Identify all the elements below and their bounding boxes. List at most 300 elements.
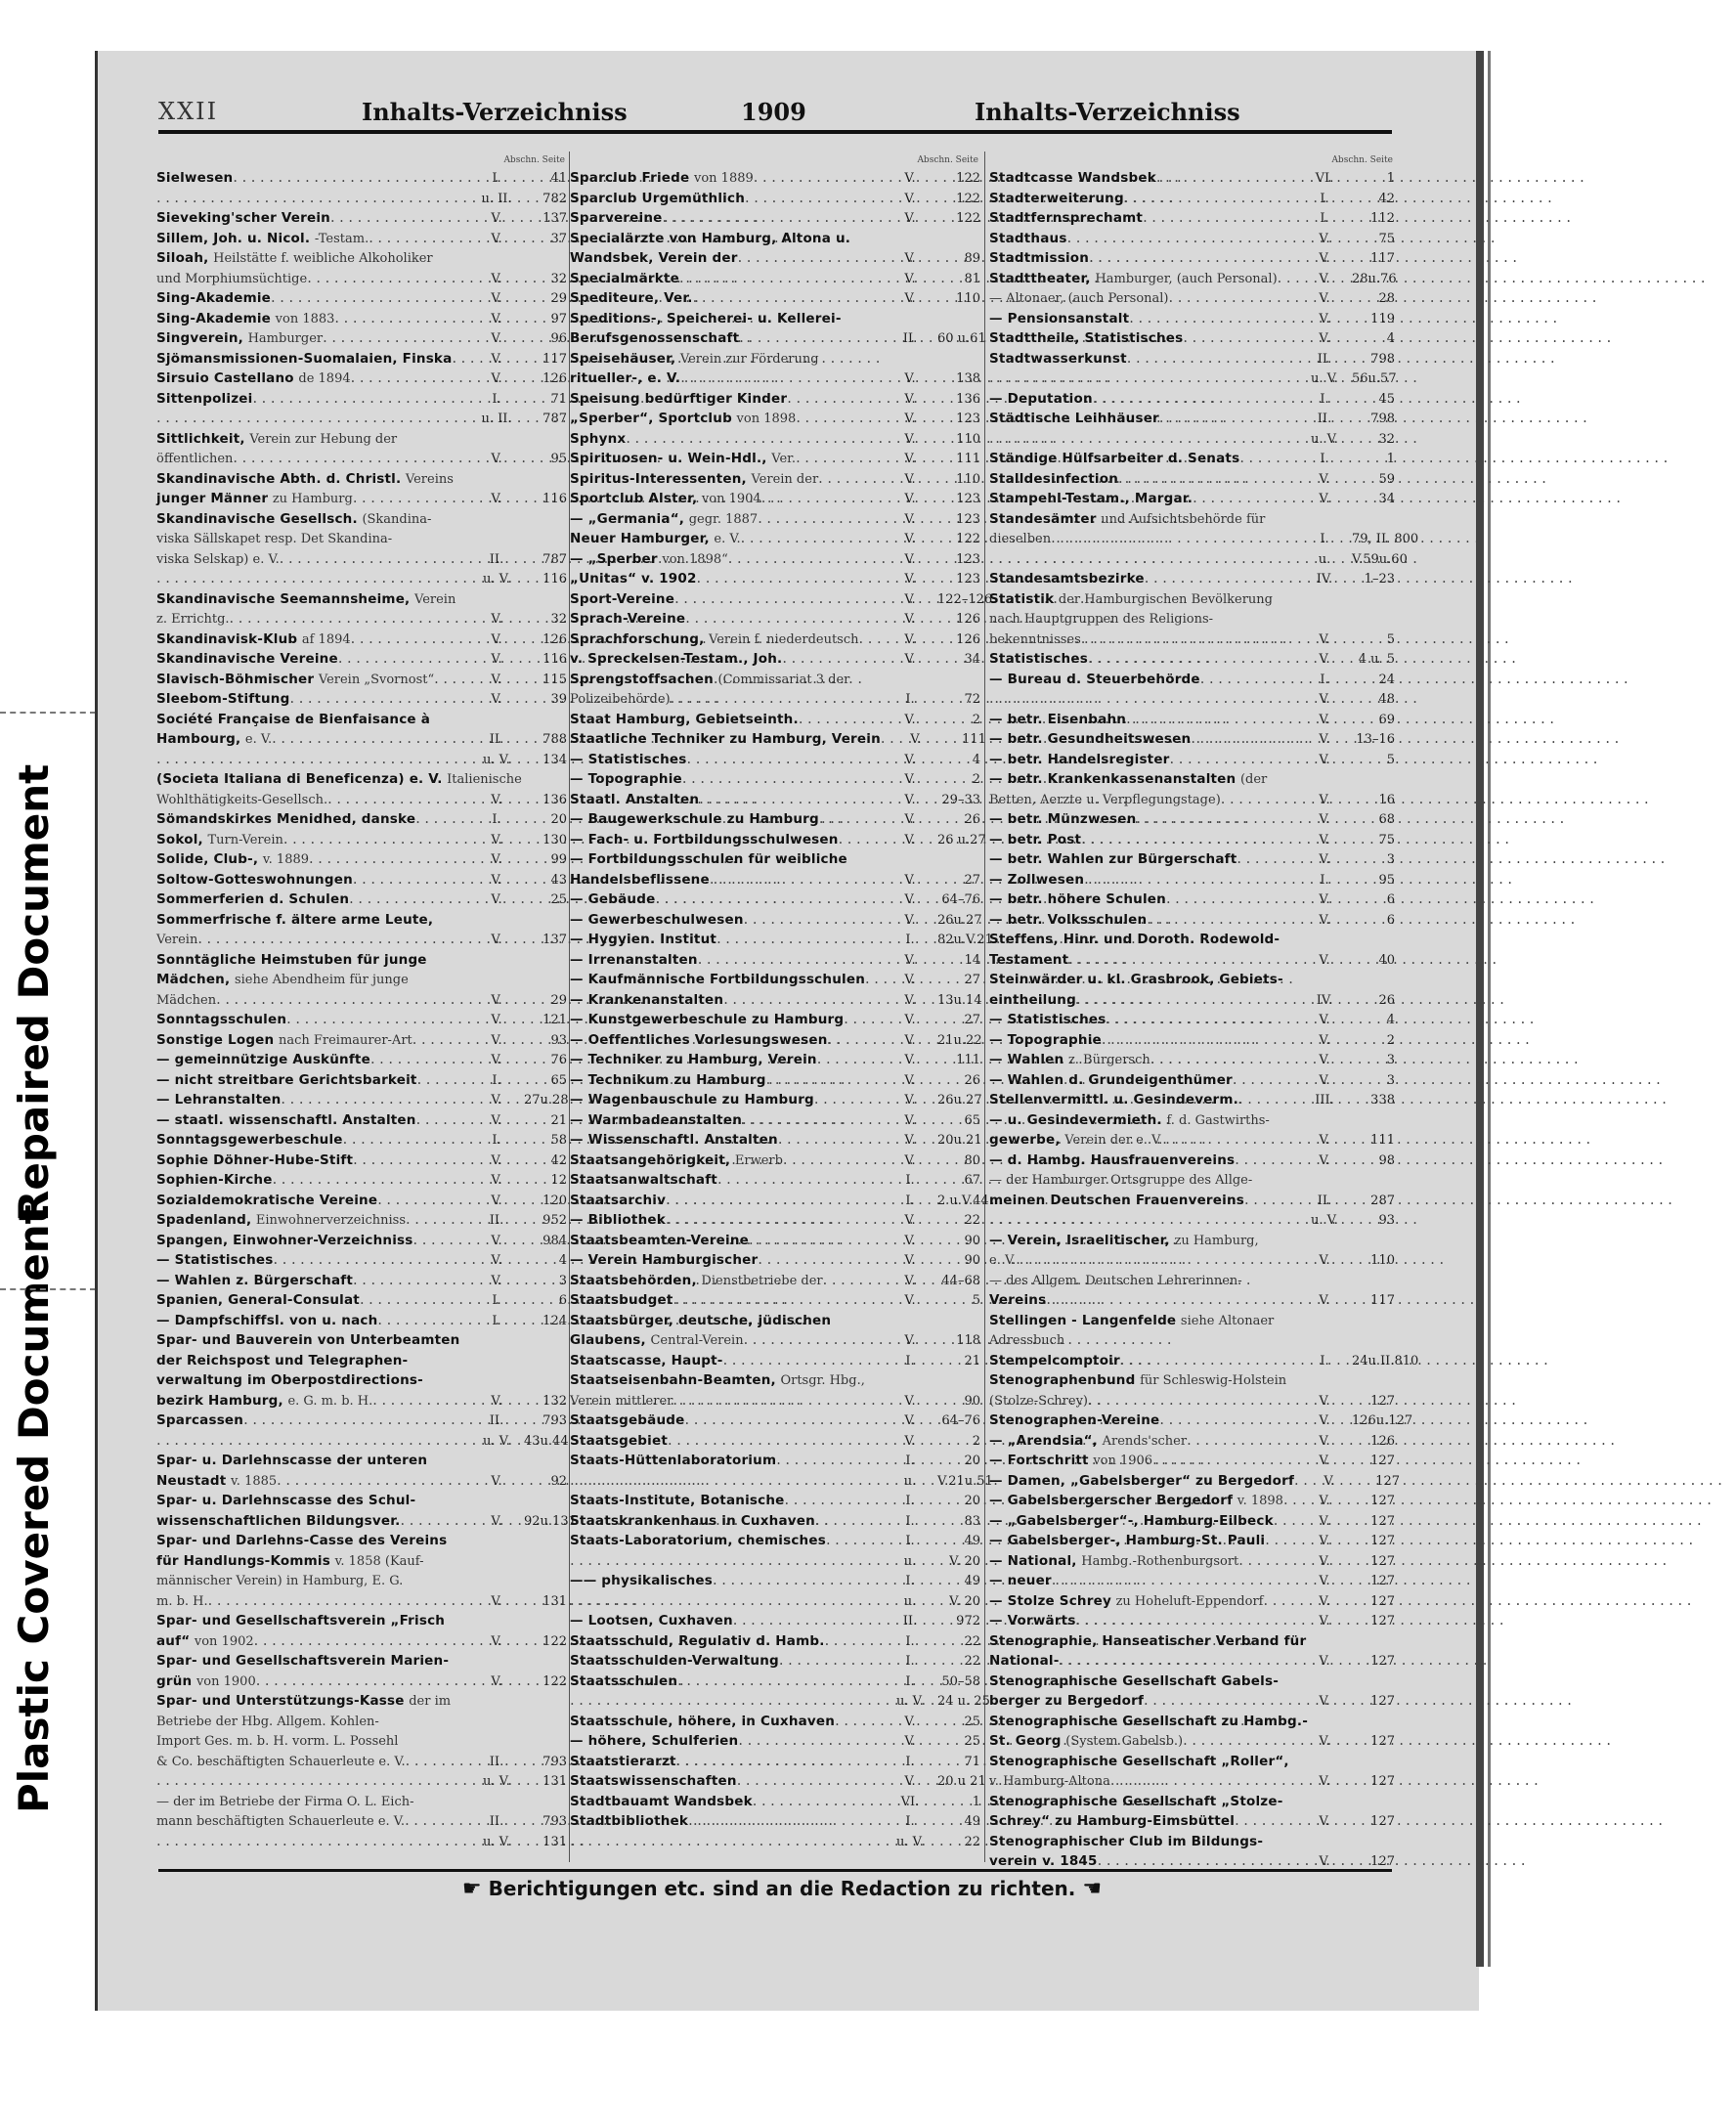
index-entry [570,1411,980,1431]
entry-text [989,1370,1286,1392]
leader-dots [1170,750,1297,770]
entry-detail: Verein „Svornost“ [318,672,435,687]
entry-detail: der Hamburgischen Bevölkerung [1058,591,1273,607]
pointing-hand-right-icon: ☚ [1082,1877,1103,1901]
leader-dots [351,369,469,389]
index-entry [989,1090,1395,1110]
leader-dots [1107,1010,1297,1030]
entry-page: 26 [1378,992,1395,1008]
leader-dots [271,288,469,309]
entry-text [989,1752,1289,1773]
entry-page: 79, II. 800 [1352,532,1419,546]
leader-dots [673,1391,883,1411]
entry-keyword: Staatscasse, Haupt- [570,1352,723,1368]
index-entry [989,1691,1395,1712]
entry-keyword: — Topographie [570,771,682,787]
entry-text [570,409,796,430]
entry-detail: & Co. beschäftigten Schauerleute e. V. [156,1754,406,1769]
entry-page: 65 [964,1112,980,1128]
entry-section: II. [1317,1193,1332,1208]
leader-dots [434,670,469,690]
entry-page: 122 [956,171,980,186]
entry-keyword: Solide, Club-, [156,851,259,867]
entry-text [989,849,1237,871]
leader-dots [826,1531,883,1551]
entry-text [989,449,1239,470]
leader-dots [1060,1651,1297,1672]
index-entry [989,1571,1395,1591]
entry-text [570,469,818,491]
leader-dots [728,549,883,570]
entry-keyword: — Verein, Israelitischer, [989,1232,1170,1248]
entry-text [570,1611,733,1632]
index-entry [156,1511,577,1532]
index-entry [570,1832,980,1852]
entry-keyword: Sphynx [570,430,627,447]
leader-dots [680,369,883,389]
entry-detail: Hamburger, (auch Personal) [1095,271,1278,286]
column-head: Abschn. Seite [917,155,978,165]
entry-section: V. [1319,1152,1330,1168]
entry-section: V. [1319,792,1330,807]
leader-dots [406,1210,469,1231]
entry-detail: von 1889 [694,171,754,186]
entry-text [570,910,744,932]
entry-section: u. II. [481,191,512,206]
entry-keyword: gewerbe, [989,1132,1061,1148]
index-entry [989,790,1395,810]
page-footer [0,1877,1564,1901]
entry-keyword: Stadtfernsprechamt [989,210,1144,226]
index-entry [989,369,1395,389]
leader-dots [738,248,883,269]
entry-detail: von 1898 [736,412,797,426]
entry-keyword: — Lehranstalten [156,1092,282,1107]
leader-dots [353,489,469,509]
entry-section: I. [905,1534,915,1548]
index-entry [156,649,567,670]
index-entry [989,1792,1395,1812]
entry-keyword: Soltow-Gotteswohnungen [156,871,353,888]
leader-dots [819,809,883,830]
leader-dots [252,389,469,410]
entry-detail: viska Selskap) e. V. [156,551,280,567]
leader-dots [1145,569,1297,589]
leader-dots [1051,529,1297,549]
entry-text [570,750,687,771]
entry-keyword: Staatsbeamten-Vereine [570,1232,749,1248]
entry-page: 138 [956,371,980,386]
leader-dots [1159,409,1297,429]
entry-text [989,930,1280,951]
index-entry [156,1752,567,1772]
entry-section: V. [1319,1072,1330,1088]
leader-dots [693,288,883,309]
entry-keyword: Stampehl-Testam., Margar. [989,491,1194,506]
leader-dots [417,1070,469,1091]
leader-dots [799,710,883,730]
index-entry [156,1090,567,1110]
entry-text [156,1672,256,1693]
entry-page: 90 [964,1253,980,1268]
entry-text [156,1511,401,1533]
index-entry [156,910,567,931]
entry-keyword: grün [156,1672,193,1689]
entry-keyword: — Oeffentliches Vorlesungswesen [570,1031,828,1048]
entry-detail: Central-Verein [650,1333,744,1348]
index-entry [989,1511,1395,1532]
entry-keyword: ritueller-, e. V. [570,370,681,386]
entry-page: 71 [550,391,567,407]
entry-section: V. [904,271,916,286]
leader-dots [1081,630,1297,650]
entry-page: 24u.II.810 [1352,1353,1419,1368]
entry-section: V. [904,1774,916,1789]
entry-page: 42 [1378,191,1395,206]
leader-dots [280,549,469,570]
entry-page: 116 [542,652,567,667]
entry-section: u. V. [896,1694,924,1709]
leader-dots [1200,670,1297,690]
index-entry [570,449,980,469]
entry-text [570,1731,738,1753]
entry-page: 68 [1378,812,1395,827]
entry-keyword: Staatsgebäude [570,1412,685,1428]
entry-section: V. [1319,1053,1330,1067]
entry-detail: zu Hamburg [272,492,353,506]
entry-keyword: — staatl. wissenschaftl. Anstalten [156,1111,416,1128]
leader-dots [655,890,883,910]
leader-dots [290,689,470,710]
entry-section: u. V. [483,752,510,767]
index-entry [570,830,986,850]
entry-section: II. [489,551,504,567]
entry-text [156,729,272,751]
entry-page: 80 [964,1152,980,1168]
leader-dots [323,328,469,349]
index-entry [989,349,1395,369]
entry-page: 49 [964,1574,980,1588]
entry-text [570,1070,766,1092]
entry-page: 39 [550,692,567,707]
entry-text [570,729,881,751]
entry-section: I. [905,1673,915,1689]
column-head: Abschn. Seite [1331,155,1393,165]
entry-keyword: — Wahlen d. Grundeigenthümer [989,1071,1233,1088]
index-entry [989,1391,1395,1411]
entry-text [156,1351,408,1372]
entry-text [570,849,847,871]
leader-dots [1193,489,1297,509]
index-entry [156,369,567,389]
leader-dots [570,1591,883,1612]
entry-text [989,1231,1259,1252]
index-column-2 [570,154,993,1851]
entry-page: 287 [1370,1193,1395,1208]
index-entry [989,1451,1395,1471]
leader-dots [668,1431,883,1452]
index-entry [570,1370,980,1391]
entry-section: V. [1319,1293,1330,1308]
leader-dots [698,950,883,971]
entry-keyword: — Irrenanstalten [570,951,698,968]
entry-section: V. [904,591,916,607]
entry-section: V. [1319,492,1330,506]
index-entry [570,269,980,289]
leader-dots [208,1591,469,1612]
entry-keyword: — Statistisches [570,751,687,767]
entry-section: V. [1319,1774,1330,1789]
leader-dots [881,729,889,750]
index-entry [156,549,567,570]
entry-keyword: — betr. Volksschulen [989,911,1148,928]
entry-page: 2 [972,772,980,787]
entry-page: 127 [1375,1473,1401,1489]
entry-keyword: Statistik [989,590,1055,607]
entry-section: V. [904,1053,916,1067]
entry-detail: (der [1239,772,1268,787]
entry-section: V. [491,1593,502,1609]
entry-text [989,1290,1046,1312]
leader-dots [334,309,469,329]
entry-section: u. V. [483,1433,510,1449]
entry-page: 3 [558,1273,567,1288]
leader-dots [1294,1471,1302,1492]
entry-text [156,830,283,851]
entry-keyword: — Warmbadeanstalten [570,1111,743,1128]
entry-section: V. [904,712,916,727]
index-entry [570,1712,980,1732]
leader-dots [283,830,469,850]
leader-dots [353,1271,469,1291]
entry-keyword: Specialärzte von Hamburg, Altona u. [570,230,851,246]
entry-section: V. [904,471,916,487]
entry-detail: af 1894 [301,631,351,647]
entry-text [989,1511,1274,1533]
entry-page: 118 [956,1333,980,1348]
leader-dots [401,1511,469,1532]
entry-section: I. [492,1072,501,1088]
entry-keyword: Stenographische Gesellschaft zu Hambg.- [989,1713,1309,1729]
entry-detail: für Schleswig-Holstein [1140,1373,1287,1388]
entry-text [156,1271,353,1292]
entry-section: V. [491,631,502,647]
index-entry [156,1351,567,1371]
index-entry [156,1130,567,1151]
entry-text [989,1491,1283,1512]
index-entry [570,1431,980,1452]
entry-page: 2 u.V.44 [937,1193,989,1208]
entry-section: V. [1319,1013,1330,1027]
entry-keyword: Stadtmission [989,250,1090,266]
index-entry [156,1411,567,1431]
entry-page: 4 u. 5 [1358,652,1395,667]
entry-text [570,1151,783,1172]
entry-detail: (System Gabelsb.) [1065,1734,1184,1749]
entry-text [570,1631,825,1653]
entry-text [156,930,197,951]
entry-keyword: — Techniker zu Hamburg, Verein [570,1052,817,1067]
entry-detail: v. 1858 (Kauf- [334,1553,424,1569]
leader-dots [823,1271,883,1291]
entry-section: V. [904,431,916,447]
index-entry [570,349,980,369]
entry-page: 41 [550,171,567,186]
entry-keyword: —— physikalisches [570,1573,714,1588]
index-entry [989,1631,1395,1652]
leader-dots [1120,1351,1297,1371]
entry-keyword: — d. Hambg. Hausfrauenvereins [989,1151,1236,1168]
entry-page: 127 [1370,1614,1395,1629]
leader-dots [1144,1691,1297,1712]
index-entry [570,1391,980,1411]
entry-section: V. [491,652,502,667]
index-entry [570,189,980,209]
entry-page: 137 [542,933,567,947]
index-entry [989,630,1395,650]
index-entry [156,389,567,410]
entry-keyword: — betr. Eisenbahn [989,711,1127,727]
entry-keyword: Staatl. Anstalten [570,791,700,807]
index-entry [570,529,980,549]
index-entry [989,1531,1395,1551]
entry-text [156,168,233,190]
index-entry [570,1351,980,1371]
entry-page: 43 [550,872,567,888]
entry-section: V. [904,412,916,426]
leader-dots [156,409,469,429]
entry-section: V. [1319,1534,1330,1548]
header-year: 1909 [741,98,806,126]
leader-dots [828,1030,883,1051]
index-entry [989,1151,1395,1171]
index-entry [989,1050,1395,1070]
leader-dots [796,409,883,429]
leader-dots [723,1351,883,1371]
entry-text [570,549,728,571]
entry-section: II. [489,1413,504,1428]
leader-dots [785,1491,883,1511]
entry-section: V. [491,1473,502,1489]
entry-section: II. [489,732,504,747]
entry-section: V. [1319,1553,1330,1569]
entry-page: 5 [972,1293,980,1308]
entry-text [156,1391,372,1412]
entry-text [156,1712,379,1733]
index-entry [989,910,1395,931]
entry-text [989,1792,1283,1813]
entry-text [570,1531,826,1552]
entry-keyword: — „Sperber [570,550,658,567]
entry-text [989,1010,1107,1031]
entry-text [989,1771,1110,1793]
entry-detail: Turn-Verein [207,832,283,847]
entry-keyword: — Bureau d. Steuerbehörde [989,671,1200,687]
entry-section: V. [1319,1513,1330,1529]
entry-keyword: Testament [989,951,1069,968]
index-entry [156,168,567,189]
entry-detail: Dienstbetriebe der [701,1273,823,1288]
entry-page: 110 [956,431,980,447]
entry-text [156,1130,343,1151]
entry-page: 3 [1386,852,1395,867]
leader-dots [277,1471,469,1492]
leader-dots [1187,1431,1297,1452]
entry-keyword: Hambourg, [156,731,241,747]
entry-text [989,1351,1120,1372]
leader-dots [761,489,883,509]
entry-keyword: — „Gabelsberger“-, Hamburg-Eilbeck [989,1512,1274,1529]
entry-text [989,269,1278,290]
entry-page: 122 [542,1673,567,1689]
entry-keyword: Neustadt [156,1472,227,1489]
entry-text [989,1151,1235,1172]
index-entry [570,1030,980,1051]
leader-dots [815,1511,883,1532]
leader-dots [1191,729,1297,750]
entry-section: V. [904,391,916,407]
index-entry [570,1551,980,1572]
leader-dots [1169,288,1298,309]
entry-keyword: Staatsschule, höhere, in Cuxhaven [570,1713,836,1729]
index-entry [989,1311,1395,1331]
index-entry [989,309,1395,329]
leader-dots [753,1792,883,1812]
entry-detail: zu Hoheluft-Eppendorf [1115,1593,1264,1609]
entry-page: 117 [1370,251,1395,266]
entry-text [156,549,280,571]
entry-page: 115 [542,672,567,687]
entry-page: 127 [1370,1654,1395,1669]
entry-section: V. [904,1072,916,1088]
leader-dots [685,609,883,630]
entry-page: 111 [962,732,986,747]
entry-text [989,1250,1016,1272]
entry-section: I. [905,1173,915,1188]
entry-text [156,1290,360,1312]
entry-text [989,168,1156,190]
entry-text [570,1010,844,1031]
entry-text [989,630,1081,651]
index-entry [156,1491,567,1511]
entry-text [156,710,430,731]
entry-section: V. [904,1413,916,1428]
entry-section: V. [1319,1494,1330,1508]
entry-section: I. [1320,872,1329,888]
entry-section: V. [904,1333,916,1348]
entry-detail: dieselben [989,532,1052,546]
leader-dots [687,750,883,770]
entry-section: V. [1319,471,1330,487]
entry-text [570,769,682,791]
index-entry [570,1491,980,1511]
entry-detail: von 1898“ [662,551,728,567]
leader-dots [243,1411,469,1431]
entry-section: I. [1320,672,1329,687]
entry-keyword: „Unitas“ v. 1902 [570,571,697,586]
entry-detail: Wohlthätigkeits-Gesellsch. [156,792,328,807]
index-entry [156,1651,567,1672]
entry-page: 972 [956,1614,980,1629]
entry-text [570,509,758,531]
entry-detail: von 1906 [1093,1454,1153,1468]
entry-keyword: — Damen, „Gabelsberger“ zu Bergedorf [989,1472,1295,1489]
entry-keyword: Sömandskirkes Menidhed, danske [156,811,416,827]
entry-page: 22 [964,1633,980,1649]
entry-page: 34 [1378,492,1395,506]
entry-section: V. [904,1152,916,1168]
entry-keyword: verein v. 1845 [989,1853,1098,1869]
